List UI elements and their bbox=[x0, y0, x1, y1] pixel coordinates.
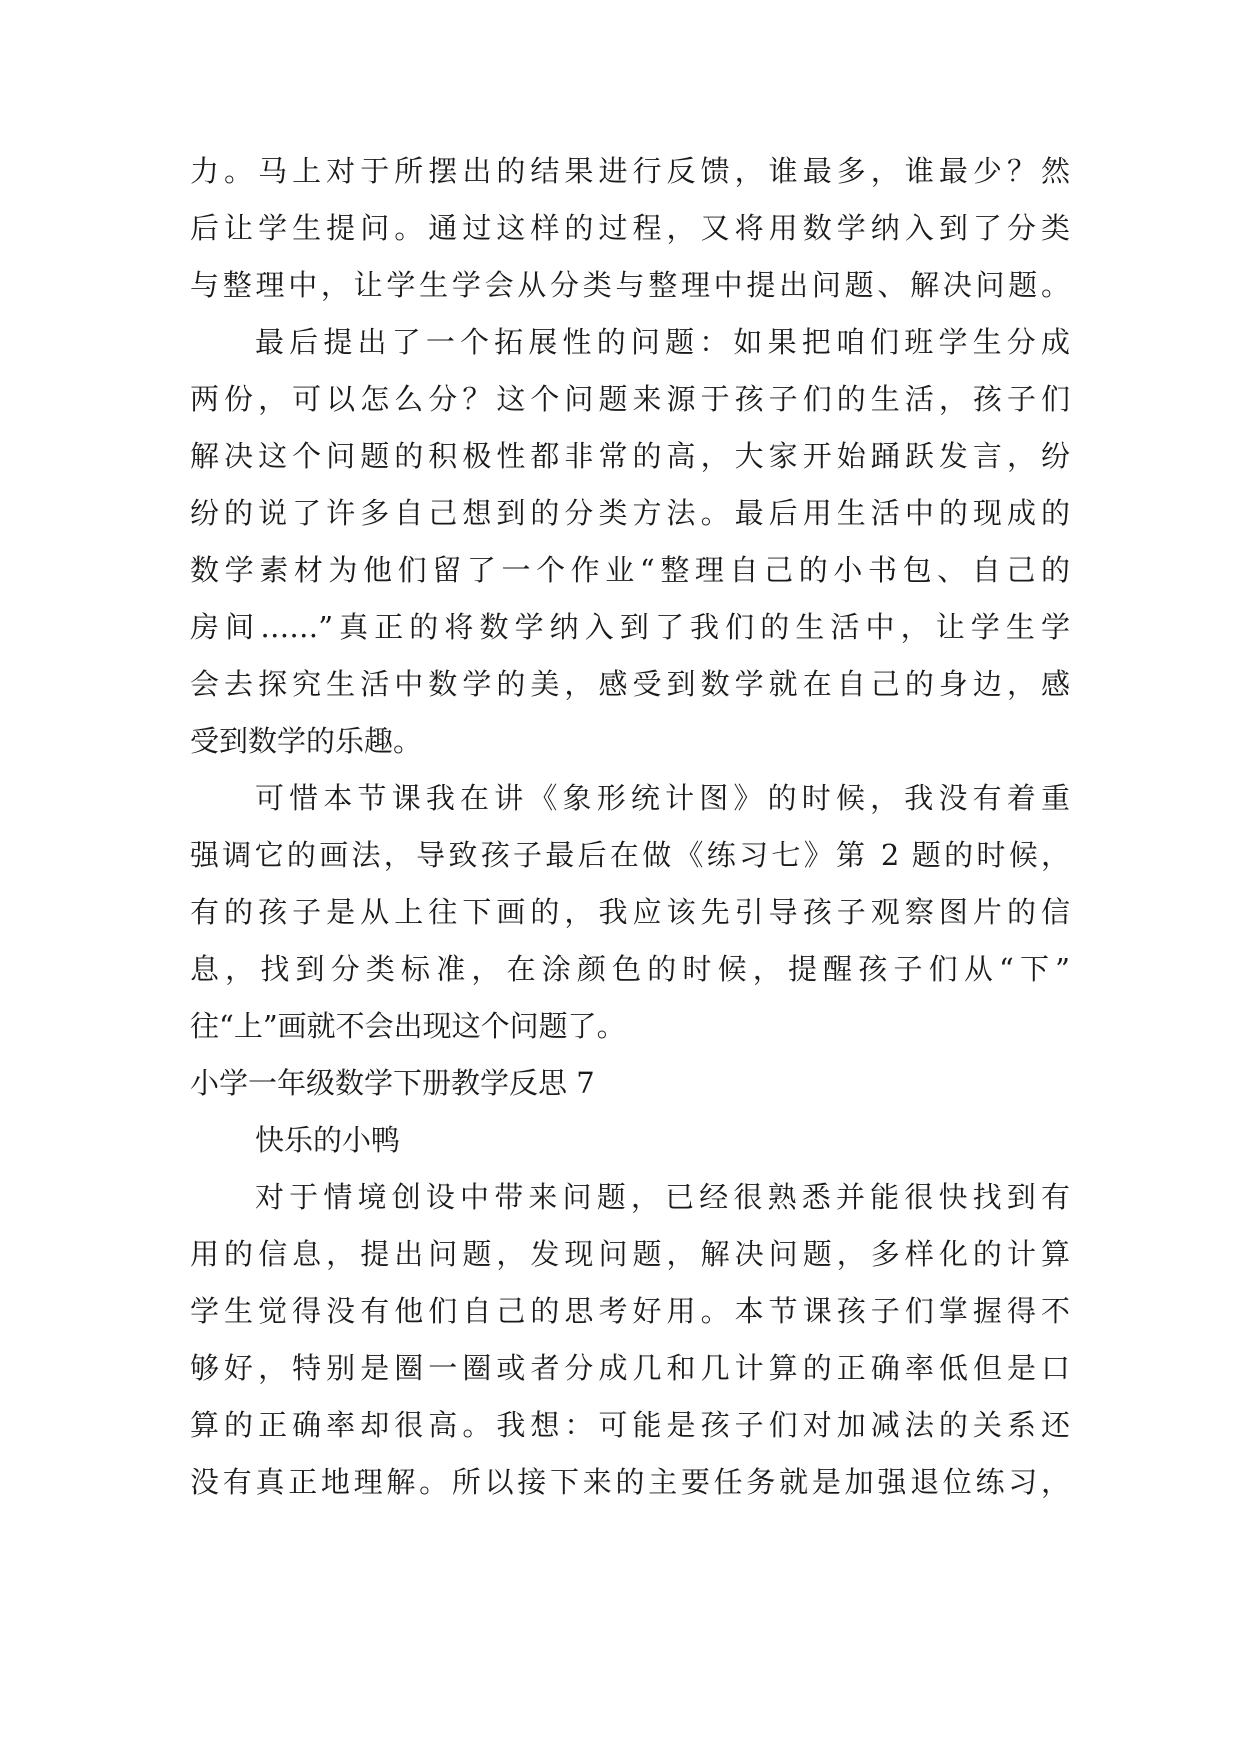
paragraph-first-line: 对于情境创设中带来问题，已经很熟悉并能很快找到有 bbox=[255, 1180, 1070, 1214]
text-line: 学生觉得没有他们自己的思考好用。本节课孩子们掌握得不 bbox=[190, 1294, 1070, 1328]
text-line: 没有真正地理解。所以接下来的主要任务就是加强退位练习， bbox=[190, 1465, 1070, 1499]
text-line: 数学素材为他们留了一个作业“整理自己的小书包、自己的 bbox=[190, 553, 1070, 587]
text-line: 算的正确率却很高。我想：可能是孩子们对加减法的关系还 bbox=[190, 1408, 1070, 1442]
text-line: 够好，特别是圈一圈或者分成几和几计算的正确率低但是口 bbox=[190, 1351, 1070, 1385]
text-line: 强调它的画法，导致孩子最后在做《练习七》第 2 题的时候， bbox=[190, 838, 1070, 872]
paragraph-first-line: 最后提出了一个拓展性的问题：如果把咱们班学生分成 bbox=[255, 325, 1070, 359]
text-line: 有的孩子是从上往下画的，我应该先引导孩子观察图片的信 bbox=[190, 895, 1070, 929]
text-line: 后让学生提问。通过这样的过程，又将用数学纳入到了分类 bbox=[190, 211, 1070, 245]
text-line: 受到数学的乐趣。 bbox=[190, 724, 423, 758]
text-line: 两份，可以怎么分？这个问题来源于孩子们的生活，孩子们 bbox=[190, 382, 1070, 416]
section-subtitle: 快乐的小鸭 bbox=[255, 1123, 401, 1157]
text-line: 会去探究生活中数学的美，感受到数学就在自己的身边，感 bbox=[190, 667, 1070, 701]
paragraph-first-line: 可惜本节课我在讲《象形统计图》的时候，我没有着重 bbox=[255, 781, 1070, 815]
text-line: 用的信息，提出问题，发现问题，解决问题，多样化的计算 bbox=[190, 1237, 1070, 1271]
section-title: 小学一年级数学下册教学反思 7 bbox=[190, 1066, 595, 1100]
text-line: 与整理中，让学生学会从分类与整理中提出问题、解决问题。 bbox=[190, 268, 1070, 302]
text-line: 息，找到分类标准，在涂颜色的时候，提醒孩子们从“下” bbox=[190, 952, 1070, 986]
text-line: 力。马上对于所摆出的结果进行反馈，谁最多，谁最少？然 bbox=[190, 154, 1070, 188]
text-line: 房间……”真正的将数学纳入到了我们的生活中，让学生学 bbox=[190, 610, 1070, 644]
text-line: 解决这个问题的积极性都非常的高，大家开始踊跃发言，纷 bbox=[190, 439, 1070, 473]
text-line: 往“上”画就不会出现这个问题了。 bbox=[190, 1009, 626, 1043]
text-line: 纷的说了许多自己想到的分类方法。最后用生活中的现成的 bbox=[190, 496, 1070, 530]
